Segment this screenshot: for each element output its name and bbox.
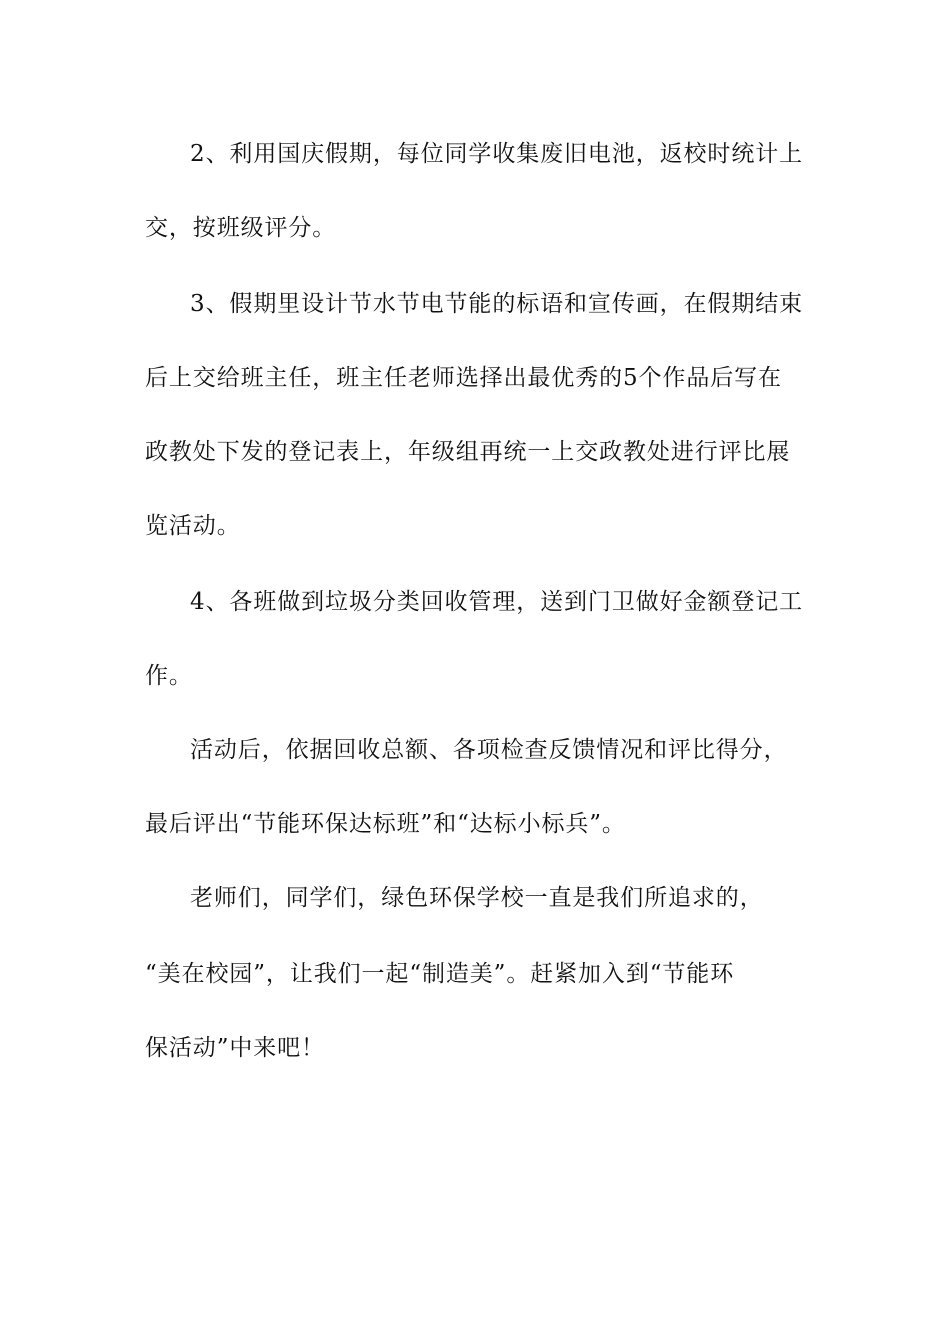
paragraph-3-line-1: 4、各班做到垃圾分类回收管理，送到门卫做好金额登记工 (190, 589, 804, 615)
paragraph-2-line-4: 览活动。 (145, 513, 241, 539)
paragraph-4-line-2: 最后评出“节能环保达标班”和“达标小标兵”。 (145, 811, 626, 837)
paragraph-5-line-3: 保活动”中来吧！ (145, 1035, 325, 1061)
paragraph-5-line-1: 老师们，同学们，绿色环保学校一直是我们所追求的， (190, 885, 764, 911)
paragraph-1-line-1: 2、利用国庆假期，每位同学收集废旧电池，返校时统计上 (190, 141, 804, 167)
paragraph-2-line-3: 政教处下发的登记表上，年级组再统一上交政教处进行评比展 (145, 439, 791, 465)
paragraph-2-line-2: 后上交给班主任，班主任老师选择出最优秀的5个作品后写在 (145, 365, 782, 391)
paragraph-3-line-2: 作。 (145, 663, 193, 689)
paragraph-1-line-2: 交，按班级评分。 (145, 215, 337, 241)
paragraph-4-line-1: 活动后，依据回收总额、各项检查反馈情况和评比得分， (190, 737, 788, 763)
paragraph-5-line-2: “美在校园”，让我们一起“制造美”。赶紧加入到“节能环 (145, 961, 735, 987)
paragraph-2-line-1: 3、假期里设计节水节电节能的标语和宣传画，在假期结束 (190, 291, 804, 317)
